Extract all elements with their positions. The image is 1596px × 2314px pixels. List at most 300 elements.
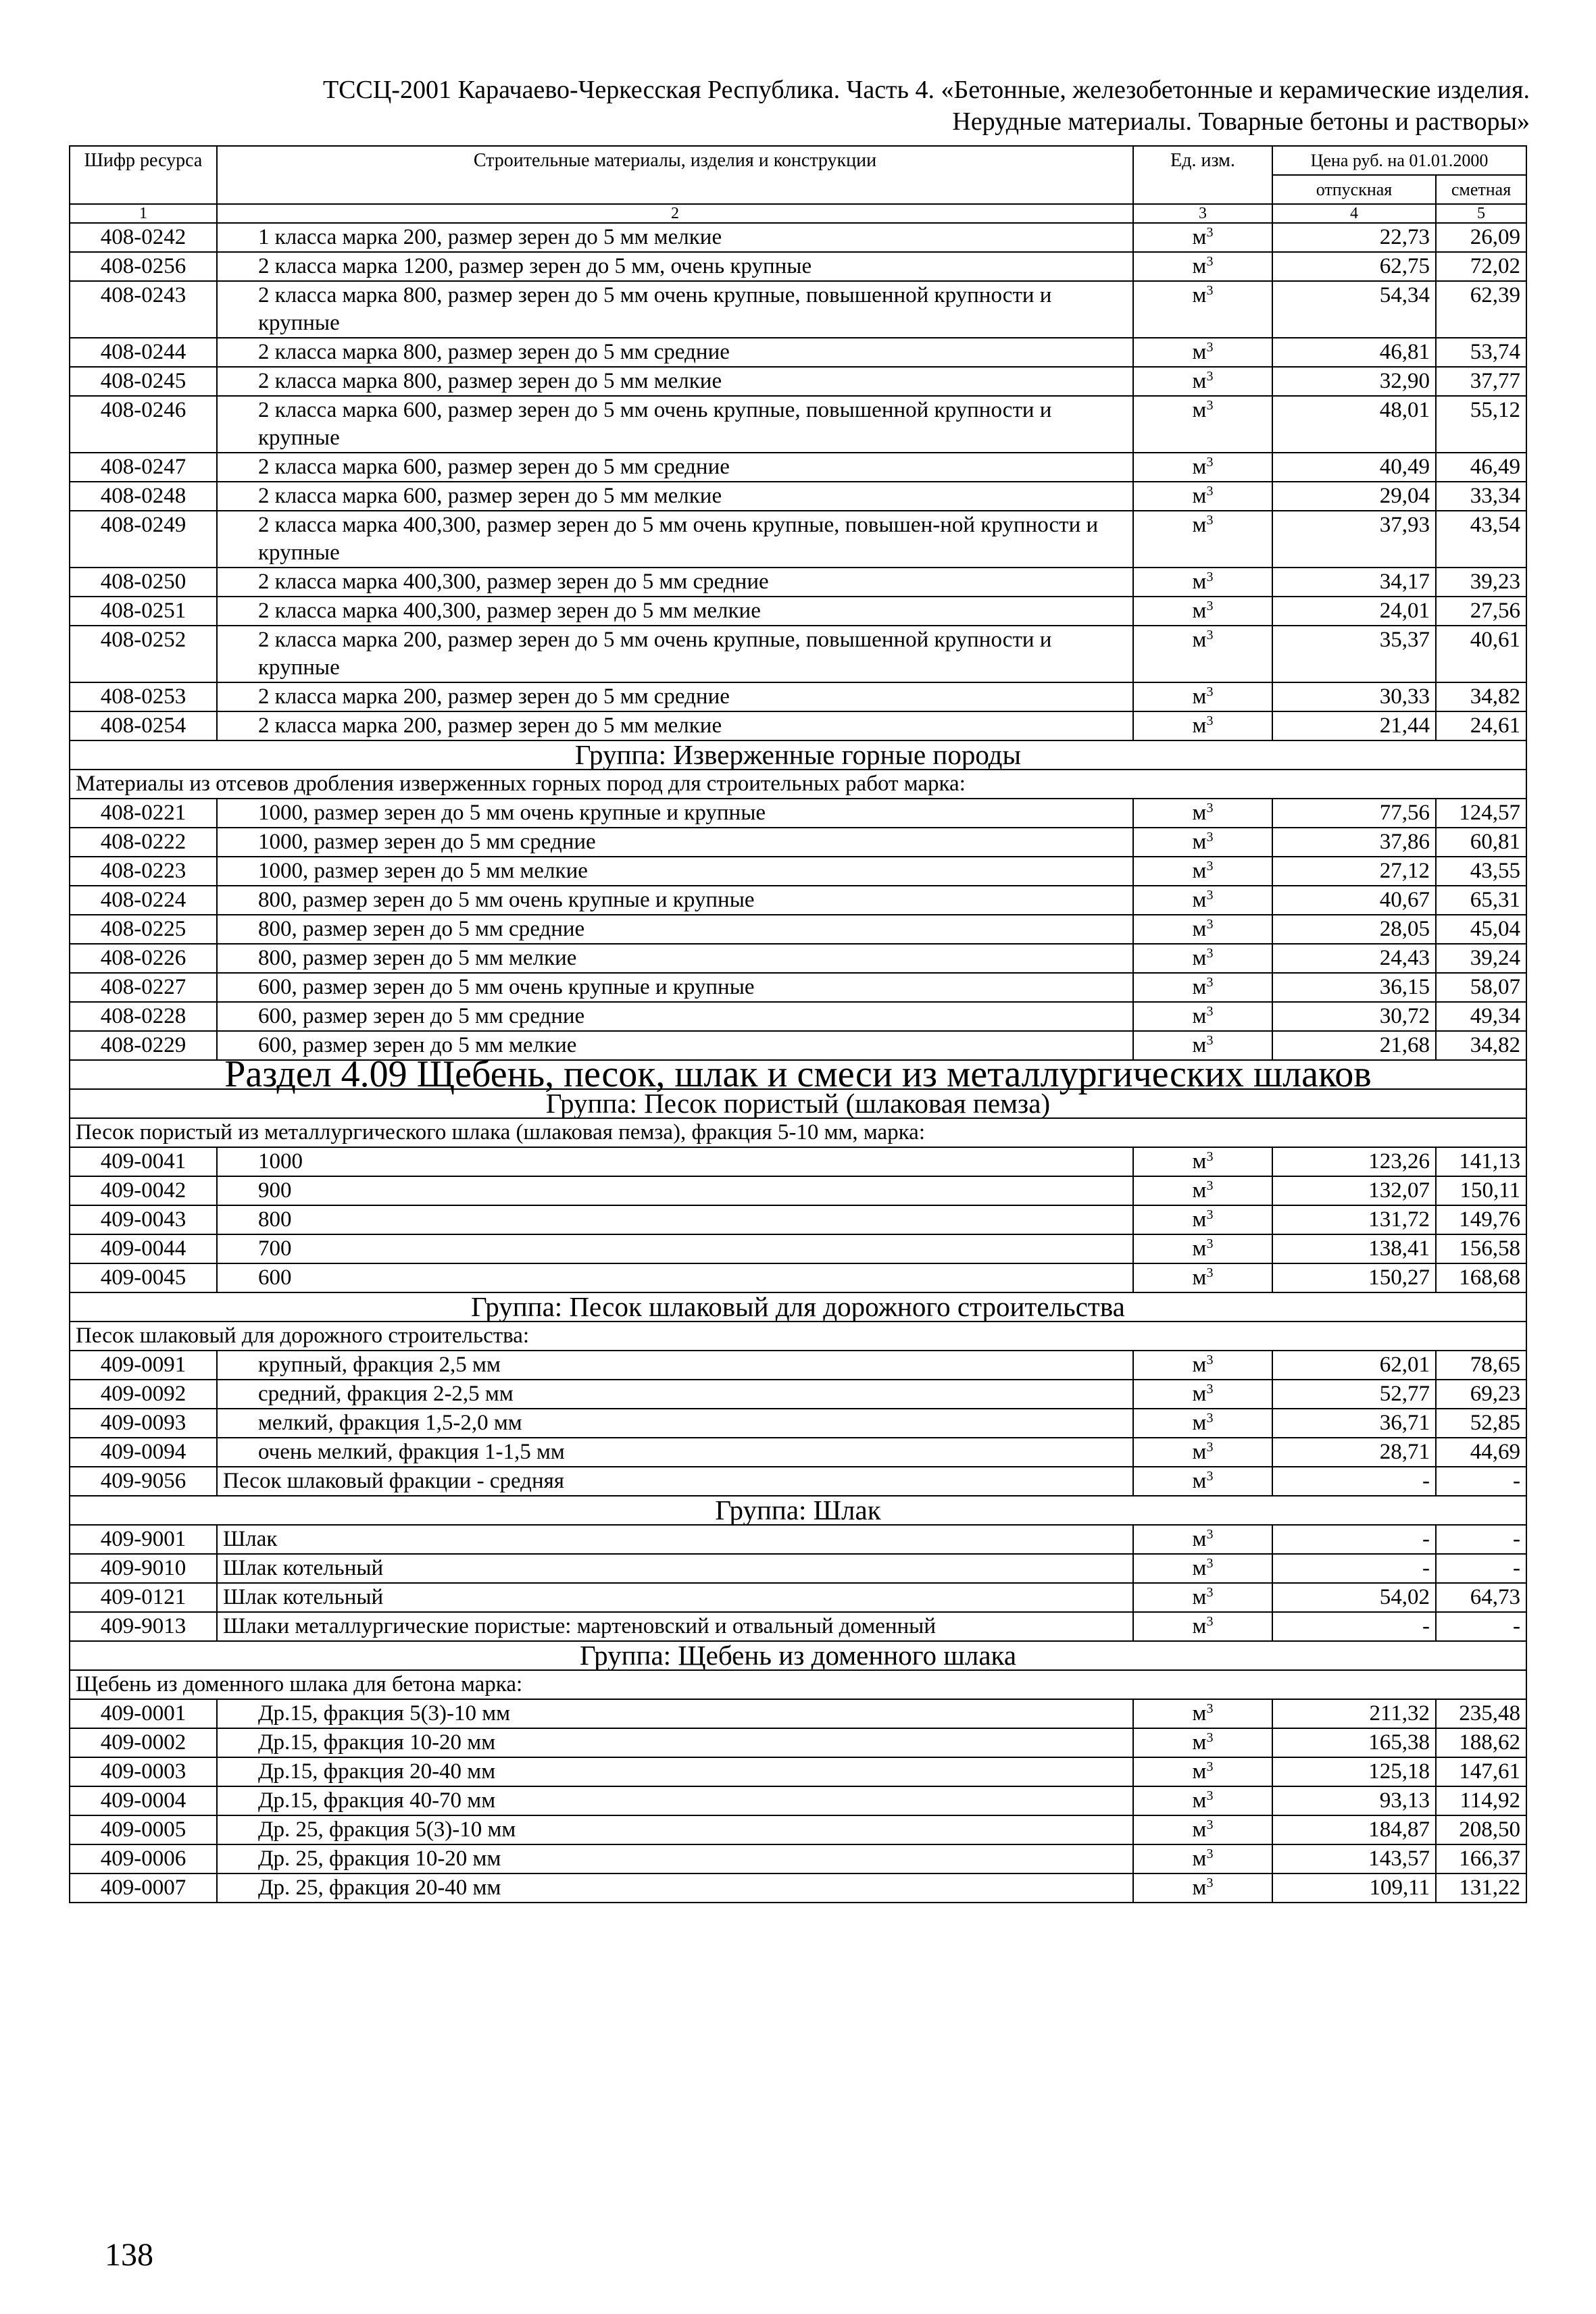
estimate-price: 208,50 <box>1436 1815 1526 1844</box>
release-price: 30,33 <box>1272 682 1436 711</box>
release-price: 165,38 <box>1272 1728 1436 1757</box>
release-price: 46,81 <box>1272 338 1436 367</box>
column-number: 4 <box>1272 204 1436 223</box>
estimate-price: 156,58 <box>1436 1234 1526 1263</box>
table-row <box>70 281 1526 338</box>
unit-superscript: 3 <box>1206 1149 1214 1164</box>
resource-code: 409-0001 <box>70 1699 217 1728</box>
unit-cell <box>1133 367 1272 396</box>
release-price: 54,02 <box>1272 1583 1436 1612</box>
unit-superscript: 3 <box>1206 283 1214 298</box>
group-intro-row <box>70 1322 1526 1351</box>
unit-cell <box>1133 682 1272 711</box>
unit-cell <box>1133 1438 1272 1467</box>
resource-code: 408-0252 <box>70 626 217 682</box>
release-price: - <box>1272 1525 1436 1554</box>
material-description: средний, фракция 2-2,5 мм <box>217 1380 1133 1409</box>
unit-label: м <box>1192 917 1207 941</box>
group-intro: Материалы из отсевов дробления изверженных горных пород для строительных работ марка: <box>70 770 1526 799</box>
release-price: 36,71 <box>1272 1409 1436 1438</box>
estimate-price: 39,24 <box>1436 944 1526 973</box>
material-description: 2 класса марка 600, размер зерен до 5 мм мелкие <box>217 482 1133 511</box>
release-price: 37,86 <box>1272 828 1436 857</box>
unit-cell <box>1133 1205 1272 1234</box>
material-description: 2 класса марка 1200, размер зерен до 5 мм, очень крупные <box>217 252 1133 281</box>
unit-cell <box>1133 453 1272 482</box>
unit-cell <box>1133 1525 1272 1554</box>
resource-code: 408-0225 <box>70 915 217 944</box>
estimate-price: 235,48 <box>1436 1699 1526 1728</box>
resource-code: 409-0004 <box>70 1786 217 1815</box>
unit-label: м <box>1192 1817 1207 1842</box>
group-title: Группа: Песок шлаковый для дорожного строительства <box>70 1292 1526 1322</box>
table-row <box>70 1699 1526 1728</box>
table-row <box>70 597 1526 626</box>
unit-label: м <box>1192 1178 1207 1203</box>
unit-superscript: 3 <box>1206 888 1214 903</box>
material-description: 800 <box>217 1205 1133 1234</box>
unit-cell <box>1133 1263 1272 1292</box>
table-row <box>70 511 1526 568</box>
release-price: 35,37 <box>1272 626 1436 682</box>
material-description: 800, размер зерен до 5 мм средние <box>217 915 1133 944</box>
unit-cell <box>1133 1467 1272 1496</box>
estimate-price: - <box>1436 1554 1526 1583</box>
unit-superscript: 3 <box>1206 1817 1214 1832</box>
resource-code: 409-0043 <box>70 1205 217 1234</box>
release-price: 184,87 <box>1272 1815 1436 1844</box>
unit-label: м <box>1192 570 1207 594</box>
unit-label: м <box>1192 1876 1207 1900</box>
release-price: 21,68 <box>1272 1031 1436 1060</box>
unit-superscript: 3 <box>1206 1382 1214 1397</box>
unit-cell <box>1133 857 1272 886</box>
material-description: 2 класса марка 200, размер зерен до 5 мм средние <box>217 682 1133 711</box>
estimate-price: 24,61 <box>1436 711 1526 740</box>
estimate-price: 58,07 <box>1436 973 1526 1002</box>
release-price: 32,90 <box>1272 367 1436 396</box>
estimate-price: 168,68 <box>1436 1263 1526 1292</box>
column-numbers-row <box>70 204 1526 223</box>
material-description: 2 класса марка 400,300, размер зерен до 5 мм мелкие <box>217 597 1133 626</box>
unit-cell <box>1133 1699 1272 1728</box>
table-row <box>70 626 1526 682</box>
release-price: 24,01 <box>1272 597 1436 626</box>
release-price: 62,75 <box>1272 252 1436 281</box>
unit-label: м <box>1192 830 1207 854</box>
release-price: 150,27 <box>1272 1263 1436 1292</box>
release-price: 62,01 <box>1272 1351 1436 1380</box>
header-line-1: ТССЦ-2001 Карачаево-Черкесская Республика. Часть 4. «Бетонные, железобетонные и керамические изделия. <box>322 76 1530 104</box>
unit-superscript: 3 <box>1206 1178 1214 1193</box>
release-price: 40,49 <box>1272 453 1436 482</box>
unit-cell <box>1133 338 1272 367</box>
release-price: 27,12 <box>1272 857 1436 886</box>
section-row <box>70 1060 1526 1089</box>
material-description: мелкий, фракция 1,5-2,0 мм <box>217 1409 1133 1438</box>
release-price: 34,17 <box>1272 568 1436 597</box>
unit-cell <box>1133 1757 1272 1786</box>
column-number: 5 <box>1436 204 1526 223</box>
estimate-price: 78,65 <box>1436 1351 1526 1380</box>
release-price: - <box>1272 1554 1436 1583</box>
unit-cell <box>1133 944 1272 973</box>
table-row <box>70 1612 1526 1641</box>
unit-label: м <box>1192 801 1207 825</box>
group-title-row <box>70 1496 1526 1525</box>
estimate-price: 72,02 <box>1436 252 1526 281</box>
material-description: 1000, размер зерен до 5 мм средние <box>217 828 1133 857</box>
unit-cell <box>1133 396 1272 453</box>
unit-superscript: 3 <box>1206 1469 1214 1484</box>
material-description: Шлаки металлургические пористые: мартеновский и отвальный доменный <box>217 1612 1133 1641</box>
table-row <box>70 886 1526 915</box>
release-price: 28,71 <box>1272 1438 1436 1467</box>
unit-cell <box>1133 1728 1272 1757</box>
estimate-price: 141,13 <box>1436 1147 1526 1176</box>
table-row <box>70 482 1526 511</box>
group-intro-row <box>70 1118 1526 1147</box>
unit-label: м <box>1192 1556 1207 1580</box>
resource-code: 409-0044 <box>70 1234 217 1263</box>
unit-label: м <box>1192 1382 1207 1406</box>
unit-cell <box>1133 1612 1272 1641</box>
estimate-price: 131,22 <box>1436 1873 1526 1903</box>
release-price: 28,05 <box>1272 915 1436 944</box>
resource-code: 409-9056 <box>70 1467 217 1496</box>
resource-code: 409-0007 <box>70 1873 217 1903</box>
resource-code: 408-0248 <box>70 482 217 511</box>
unit-cell <box>1133 1815 1272 1844</box>
table-row <box>70 857 1526 886</box>
table-row <box>70 338 1526 367</box>
table-row <box>70 1205 1526 1234</box>
header-description: Строительные материалы, изделия и конструкции <box>217 146 1133 204</box>
unit-cell <box>1133 799 1272 828</box>
unit-superscript: 3 <box>1206 1788 1214 1803</box>
unit-superscript: 3 <box>1206 254 1214 269</box>
table-header-row <box>70 146 1526 175</box>
resource-code: 408-0256 <box>70 252 217 281</box>
resource-code: 409-0005 <box>70 1815 217 1844</box>
estimate-price: 46,49 <box>1436 453 1526 482</box>
unit-cell <box>1133 1554 1272 1583</box>
estimate-price: 150,11 <box>1436 1176 1526 1205</box>
unit-superscript: 3 <box>1206 455 1214 470</box>
release-price: 77,56 <box>1272 799 1436 828</box>
unit-label: м <box>1192 398 1207 422</box>
unit-label: м <box>1192 1033 1207 1057</box>
material-description: очень мелкий, фракция 1-1,5 мм <box>217 1438 1133 1467</box>
unit-label: м <box>1192 1411 1207 1435</box>
release-price: 22,73 <box>1272 223 1436 252</box>
material-description: 900 <box>217 1176 1133 1205</box>
table-row <box>70 367 1526 396</box>
resource-code: 409-0042 <box>70 1176 217 1205</box>
unit-cell <box>1133 1351 1272 1380</box>
table-row <box>70 1525 1526 1554</box>
material-description: 2 класса марка 600, размер зерен до 5 мм очень крупные, повышенной крупности и крупные <box>217 396 1133 453</box>
release-price: 93,13 <box>1272 1786 1436 1815</box>
table-row <box>70 1786 1526 1815</box>
unit-superscript: 3 <box>1206 1876 1214 1890</box>
unit-label: м <box>1192 888 1207 912</box>
resource-code: 408-0224 <box>70 886 217 915</box>
estimate-price: 52,85 <box>1436 1409 1526 1438</box>
release-price: 40,67 <box>1272 886 1436 915</box>
unit-label: м <box>1192 1527 1207 1551</box>
table-row <box>70 944 1526 973</box>
unit-label: м <box>1192 513 1207 537</box>
table-row <box>70 1176 1526 1205</box>
table-row <box>70 973 1526 1002</box>
unit-superscript: 3 <box>1206 1353 1214 1367</box>
release-price: - <box>1272 1467 1436 1496</box>
unit-label: м <box>1192 946 1207 970</box>
release-price: 138,41 <box>1272 1234 1436 1263</box>
material-description: 2 класса марка 200, размер зерен до 5 мм очень крупные, повышенной крупности и крупные <box>217 626 1133 682</box>
table-row <box>70 1234 1526 1263</box>
resource-code: 408-0247 <box>70 453 217 482</box>
estimate-price: 40,61 <box>1436 626 1526 682</box>
table-row <box>70 682 1526 711</box>
table-row <box>70 915 1526 944</box>
unit-cell <box>1133 1786 1272 1815</box>
table-row <box>70 1467 1526 1496</box>
unit-label: м <box>1192 1004 1207 1028</box>
material-description: крупный, фракция 2,5 мм <box>217 1351 1133 1380</box>
unit-superscript: 3 <box>1206 1411 1214 1426</box>
header-price: Цена руб. на 01.01.2000 <box>1272 146 1526 175</box>
resource-code: 409-0093 <box>70 1409 217 1438</box>
unit-superscript: 3 <box>1206 830 1214 845</box>
unit-label: м <box>1192 628 1207 652</box>
estimate-price: 149,76 <box>1436 1205 1526 1234</box>
material-description: Шлак котельный <box>217 1554 1133 1583</box>
material-description: 600, размер зерен до 5 мм очень крупные и крупные <box>217 973 1133 1002</box>
unit-superscript: 3 <box>1206 628 1214 643</box>
unit-cell <box>1133 252 1272 281</box>
unit-superscript: 3 <box>1206 946 1214 961</box>
unit-cell <box>1133 1147 1272 1176</box>
resource-code: 408-0226 <box>70 944 217 973</box>
unit-cell <box>1133 482 1272 511</box>
estimate-price: 26,09 <box>1436 223 1526 252</box>
resource-code: 408-0254 <box>70 711 217 740</box>
table-row <box>70 1815 1526 1844</box>
estimate-price: - <box>1436 1467 1526 1496</box>
material-description: 600, размер зерен до 5 мм мелкие <box>217 1031 1133 1060</box>
estimate-price: 166,37 <box>1436 1844 1526 1873</box>
resource-code: 408-0222 <box>70 828 217 857</box>
table-row <box>70 828 1526 857</box>
resource-code: 409-9013 <box>70 1612 217 1641</box>
unit-superscript: 3 <box>1206 1730 1214 1745</box>
unit-label: м <box>1192 1353 1207 1377</box>
unit-superscript: 3 <box>1206 1759 1214 1774</box>
group-intro: Песок шлаковый для дорожного строительства: <box>70 1322 1526 1351</box>
resource-code: 408-0251 <box>70 597 217 626</box>
estimate-price: - <box>1436 1525 1526 1554</box>
price-table <box>69 145 1527 1903</box>
group-title-row <box>70 740 1526 770</box>
unit-cell <box>1133 223 1272 252</box>
release-price: 211,32 <box>1272 1699 1436 1728</box>
unit-label: м <box>1192 1846 1207 1871</box>
unit-cell <box>1133 626 1272 682</box>
material-description: 700 <box>217 1234 1133 1263</box>
unit-superscript: 3 <box>1206 1004 1214 1019</box>
unit-cell <box>1133 915 1272 944</box>
resource-code: 409-0091 <box>70 1351 217 1380</box>
unit-cell <box>1133 568 1272 597</box>
estimate-price: 53,74 <box>1436 338 1526 367</box>
table-row <box>70 799 1526 828</box>
table-row <box>70 1554 1526 1583</box>
unit-superscript: 3 <box>1206 398 1214 413</box>
release-price: 143,57 <box>1272 1844 1436 1873</box>
unit-cell <box>1133 1873 1272 1903</box>
unit-superscript: 3 <box>1206 513 1214 528</box>
unit-superscript: 3 <box>1206 917 1214 932</box>
group-title-row <box>70 1641 1526 1670</box>
material-description: 1000 <box>217 1147 1133 1176</box>
release-price: 123,26 <box>1272 1147 1436 1176</box>
unit-label: м <box>1192 1265 1207 1290</box>
release-price: - <box>1272 1612 1436 1641</box>
estimate-price: 43,54 <box>1436 511 1526 568</box>
estimate-price: 60,81 <box>1436 828 1526 857</box>
release-price: 37,93 <box>1272 511 1436 568</box>
material-description: Др.15, фракция 20-40 мм <box>217 1757 1133 1786</box>
unit-superscript: 3 <box>1206 684 1214 699</box>
unit-superscript: 3 <box>1206 1614 1214 1629</box>
resource-code: 409-0002 <box>70 1728 217 1757</box>
material-description: 2 класса марка 800, размер зерен до 5 мм очень крупные, повышенной крупности и крупные <box>217 281 1133 338</box>
unit-label: м <box>1192 1730 1207 1755</box>
table-row <box>70 1380 1526 1409</box>
material-description: 1 класса марка 200, размер зерен до 5 мм мелкие <box>217 223 1133 252</box>
material-description: Др.15, фракция 40-70 мм <box>217 1786 1133 1815</box>
unit-label: м <box>1192 1469 1207 1493</box>
resource-code: 408-0250 <box>70 568 217 597</box>
table-row <box>70 453 1526 482</box>
unit-superscript: 3 <box>1206 859 1214 874</box>
unit-superscript: 3 <box>1206 1440 1214 1455</box>
group-title: Группа: Шлак <box>70 1496 1526 1525</box>
resource-code: 408-0253 <box>70 682 217 711</box>
unit-cell <box>1133 973 1272 1002</box>
resource-code: 408-0227 <box>70 973 217 1002</box>
table-row <box>70 568 1526 597</box>
estimate-price: 147,61 <box>1436 1757 1526 1786</box>
material-description: Др.15, фракция 10-20 мм <box>217 1728 1133 1757</box>
resource-code: 408-0229 <box>70 1031 217 1060</box>
release-price: 21,44 <box>1272 711 1436 740</box>
release-price: 132,07 <box>1272 1176 1436 1205</box>
estimate-price: 34,82 <box>1436 682 1526 711</box>
release-price: 36,15 <box>1272 973 1436 1002</box>
table-row <box>70 396 1526 453</box>
release-price: 48,01 <box>1272 396 1436 453</box>
material-description: 800, размер зерен до 5 мм мелкие <box>217 944 1133 973</box>
group-title: Группа: Щебень из доменного шлака <box>70 1641 1526 1670</box>
resource-code: 408-0242 <box>70 223 217 252</box>
estimate-price: 64,73 <box>1436 1583 1526 1612</box>
table-row <box>70 1351 1526 1380</box>
table-row <box>70 1147 1526 1176</box>
header-code: Шифр ресурса <box>70 146 217 204</box>
unit-label: м <box>1192 1440 1207 1464</box>
resource-code: 408-0243 <box>70 281 217 338</box>
table-row <box>70 1438 1526 1467</box>
table-row <box>70 1583 1526 1612</box>
unit-label: м <box>1192 484 1207 508</box>
header-release-price: отпускная <box>1272 175 1436 204</box>
estimate-price: 44,69 <box>1436 1438 1526 1467</box>
material-description: Др.15, фракция 5(3)-10 мм <box>217 1699 1133 1728</box>
resource-code: 409-0121 <box>70 1583 217 1612</box>
material-description: 2 класса марка 400,300, размер зерен до 5 мм очень крупные, повышен-ной крупности и крупные <box>217 511 1133 568</box>
unit-label: м <box>1192 1759 1207 1784</box>
price-table-body <box>70 146 1526 1903</box>
material-description: 2 класса марка 600, размер зерен до 5 мм средние <box>217 453 1133 482</box>
unit-superscript: 3 <box>1206 1265 1214 1280</box>
estimate-price: 49,34 <box>1436 1002 1526 1031</box>
unit-label: м <box>1192 1701 1207 1726</box>
resource-code: 408-0221 <box>70 799 217 828</box>
estimate-price: 34,82 <box>1436 1031 1526 1060</box>
unit-label: м <box>1192 975 1207 999</box>
unit-superscript: 3 <box>1206 1207 1214 1222</box>
unit-cell <box>1133 828 1272 857</box>
material-description: Др. 25, фракция 10-20 мм <box>217 1844 1133 1873</box>
group-intro: Щебень из доменного шлака для бетона марка: <box>70 1670 1526 1699</box>
group-intro: Песок пористый из металлургического шлака (шлаковая пемза), фракция 5-10 мм, марка: <box>70 1118 1526 1147</box>
material-description: Др. 25, фракция 20-40 мм <box>217 1873 1133 1903</box>
estimate-price: 37,77 <box>1436 367 1526 396</box>
unit-label: м <box>1192 684 1207 709</box>
estimate-price: 188,62 <box>1436 1728 1526 1757</box>
resource-code: 409-9001 <box>70 1525 217 1554</box>
unit-cell <box>1133 711 1272 740</box>
unit-superscript: 3 <box>1206 570 1214 584</box>
unit-superscript: 3 <box>1206 1846 1214 1861</box>
estimate-price: 69,23 <box>1436 1380 1526 1409</box>
unit-superscript: 3 <box>1206 801 1214 815</box>
resource-code: 408-0223 <box>70 857 217 886</box>
unit-superscript: 3 <box>1206 713 1214 728</box>
unit-label: м <box>1192 1614 1207 1638</box>
resource-code: 409-0041 <box>70 1147 217 1176</box>
resource-code: 409-0006 <box>70 1844 217 1873</box>
unit-superscript: 3 <box>1206 975 1214 990</box>
resource-code: 409-0094 <box>70 1438 217 1467</box>
table-row <box>70 1263 1526 1292</box>
release-price: 29,04 <box>1272 482 1436 511</box>
unit-cell <box>1133 1176 1272 1205</box>
unit-cell <box>1133 511 1272 568</box>
section-title: Раздел 4.09 Щебень, песок, шлак и смеси из металлургических шлаков <box>70 1060 1526 1089</box>
unit-superscript: 3 <box>1206 1701 1214 1716</box>
resource-code: 409-9010 <box>70 1554 217 1583</box>
estimate-price: 27,56 <box>1436 597 1526 626</box>
material-description: 600 <box>217 1263 1133 1292</box>
release-price: 125,18 <box>1272 1757 1436 1786</box>
column-number: 3 <box>1133 204 1272 223</box>
table-row <box>70 1002 1526 1031</box>
table-row <box>70 1844 1526 1873</box>
